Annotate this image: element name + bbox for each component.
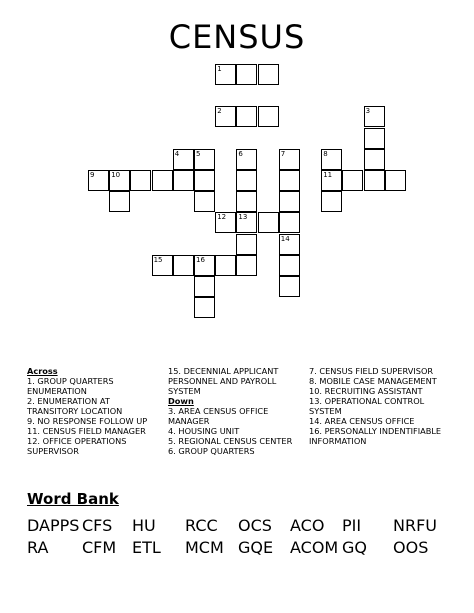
grid-cell[interactable] <box>236 255 257 276</box>
clue-number: 11 <box>323 171 333 179</box>
word-bank-word: ACO <box>290 516 325 535</box>
grid-cell[interactable] <box>130 170 151 191</box>
clue-8: 8. MOBILE CASE MANAGEMENT <box>309 376 437 386</box>
clue-5: 5. REGIONAL CENSUS CENTER <box>168 436 293 446</box>
grid-cell[interactable] <box>173 255 194 276</box>
grid-cell[interactable] <box>215 212 236 233</box>
grid-cell[interactable] <box>279 276 300 297</box>
grid-cell[interactable] <box>364 106 385 127</box>
clue-number: 4 <box>174 149 180 158</box>
word-bank-word: GQE <box>238 538 274 557</box>
word-bank-word: HU <box>132 516 156 535</box>
clue-16: 16. PERSONALLY INDENTIFIABLE INFORMATION <box>309 426 442 446</box>
word-bank-word: MCM <box>185 538 224 557</box>
clue-number: 8 <box>323 149 328 158</box>
word-bank-title: Word Bank <box>27 490 119 508</box>
clue-number: 5 <box>196 149 201 158</box>
grid-cell[interactable] <box>236 149 257 170</box>
grid-cell[interactable] <box>236 234 257 255</box>
clue-15: 15. DECENNIAL APPLICANT PERSONNEL AND PAYROLL SYSTEM <box>168 366 279 396</box>
grid-cell[interactable] <box>194 170 215 191</box>
grid-cell[interactable] <box>194 149 215 170</box>
grid-cell[interactable] <box>88 170 109 191</box>
word-bank-word: CFS <box>82 516 113 535</box>
grid-cell[interactable] <box>236 64 257 85</box>
grid-cell[interactable] <box>236 170 257 191</box>
grid-cell[interactable] <box>364 128 385 149</box>
word-bank-word: RA <box>27 538 49 557</box>
clue-10: 10. RECRUITING ASSISTANT <box>309 386 423 396</box>
word-bank-word: RCC <box>185 516 218 535</box>
across-heading: Across <box>27 366 58 376</box>
clues-column-1 <box>27 366 152 456</box>
grid-cell[interactable] <box>236 212 257 233</box>
down-heading: Down <box>168 396 194 406</box>
grid-cell[interactable] <box>258 64 279 85</box>
word-bank-word: OOS <box>393 538 429 557</box>
grid-cell[interactable] <box>279 149 300 170</box>
grid-cell[interactable] <box>173 170 194 191</box>
word-bank-word: ETL <box>132 538 161 557</box>
grid-cell[interactable] <box>215 64 236 85</box>
grid-cell[interactable] <box>258 106 279 127</box>
grid-cell[interactable] <box>321 149 342 170</box>
clue-number: 14 <box>280 234 290 243</box>
puzzle-title: CENSUS <box>168 18 306 56</box>
clue-2: 2. ENUMERATION AT TRANSITORY LOCATION <box>27 396 123 416</box>
grid-cell[interactable] <box>173 149 194 170</box>
grid-cell[interactable] <box>152 170 173 191</box>
clue-1: 1. GROUP QUARTERS ENUMERATION <box>27 376 114 396</box>
clue-14: 14. AREA CENSUS OFFICE <box>309 416 415 426</box>
grid-cell[interactable] <box>364 170 385 191</box>
grid-cell[interactable] <box>279 212 300 233</box>
clue-9: 9. NO RESPONSE FOLLOW UP <box>27 416 148 426</box>
clue-6: 6. GROUP QUARTERS <box>168 446 255 456</box>
word-bank-word: GQ <box>342 538 367 557</box>
clue-number: 10 <box>111 171 121 179</box>
grid-cell[interactable] <box>109 170 130 191</box>
grid-cell[interactable] <box>194 255 215 276</box>
grid-cell[interactable] <box>215 255 236 276</box>
clue-number: 3 <box>365 107 371 116</box>
clue-number: 6 <box>238 149 243 158</box>
clue-number: 15 <box>153 255 163 264</box>
clues-column-3 <box>309 366 449 446</box>
clue-number: 16 <box>196 255 205 264</box>
grid-cell[interactable] <box>385 170 406 191</box>
grid-cell[interactable] <box>279 234 300 255</box>
grid-cell[interactable] <box>321 170 342 191</box>
grid-cell[interactable] <box>236 106 257 127</box>
clue-number: 12 <box>217 213 227 222</box>
grid-cell[interactable] <box>194 276 215 297</box>
grid-cell[interactable] <box>215 106 236 127</box>
grid-cell[interactable] <box>321 191 342 212</box>
grid-cell[interactable] <box>194 191 215 212</box>
word-bank-word: OCS <box>238 516 272 535</box>
clues-column-2 <box>168 366 300 456</box>
clue-7: 7. CENSUS FIELD SUPERVISOR <box>309 366 434 376</box>
grid-cell[interactable] <box>279 255 300 276</box>
grid-cell[interactable] <box>258 212 279 233</box>
grid-cell[interactable] <box>194 297 215 318</box>
grid-cell[interactable] <box>152 255 173 276</box>
word-bank-word: DAPPS <box>27 516 80 535</box>
clue-4: 4. HOUSING UNIT <box>168 426 240 436</box>
clue-number: 2 <box>217 107 222 116</box>
word-bank-word: PII <box>342 516 362 535</box>
grid-cell[interactable] <box>236 191 257 212</box>
clue-3: 3. AREA CENSUS OFFICE MANAGER <box>168 406 269 426</box>
word-bank-word: NRFU <box>393 516 437 535</box>
grid-cell[interactable] <box>342 170 363 191</box>
clue-13: 13. OPERATIONAL CONTROL SYSTEM <box>309 396 425 416</box>
clue-12: 12. OFFICE OPERATIONS SUPERVISOR <box>27 436 127 456</box>
clue-11: 11. CENSUS FIELD MANAGER <box>27 426 146 436</box>
clue-number: 9 <box>90 171 95 179</box>
grid-cell[interactable] <box>364 149 385 170</box>
word-bank-word: ACOM <box>290 538 339 557</box>
clue-number: 7 <box>280 149 286 158</box>
word-bank-word: CFM <box>82 538 117 557</box>
grid-cell[interactable] <box>109 191 130 212</box>
clue-number: 13 <box>238 213 248 222</box>
grid-cell[interactable] <box>279 191 300 212</box>
clue-number: 1 <box>217 65 222 73</box>
grid-cell[interactable] <box>279 170 300 191</box>
